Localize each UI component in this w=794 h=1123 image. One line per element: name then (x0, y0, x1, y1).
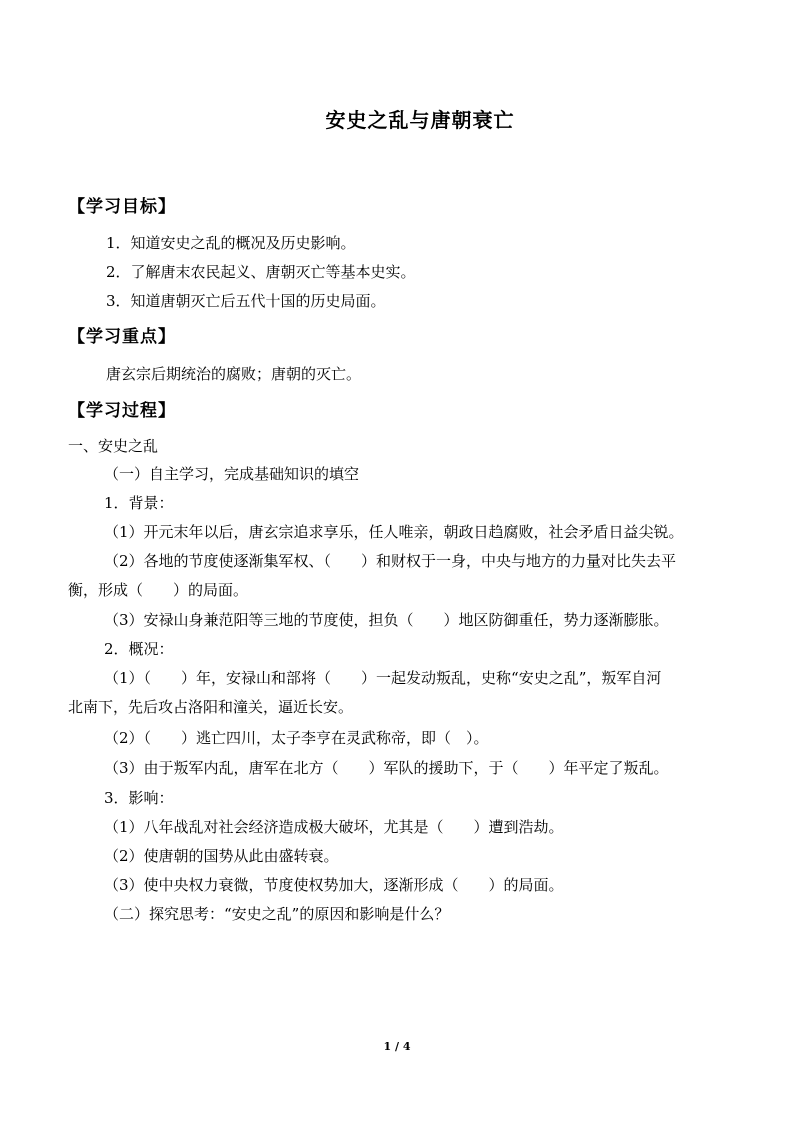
background-line-2: （2）各地的节度使逐渐集军权、（ ）和财权于一身，中央与地方的力量对比失去平 (104, 552, 677, 570)
impact-line-1: （1）八年战乱对社会经济造成极大破坏，尤其是（ ）遭到浩劫。 (104, 818, 564, 836)
background-line-1: （1）开元末年以后，唐玄宗追求享乐，任人唯亲，朝政日趋腐败，社会矛盾日益尖锐。 (104, 523, 684, 541)
page-number: 1 / 4 (383, 1040, 411, 1053)
impact-line-3: （3）使中央权力衰微，节度使权势加大，逐渐形成（ ）的局面。 (104, 876, 564, 894)
goal-item-3: 3．知道唐朝灭亡后五代十国的历史局面。 (106, 292, 386, 310)
background-line-4: （3）安禄山身兼范阳等三地的节度使，担负（ ）地区防御重任，势力逐渐膨胀。 (104, 611, 669, 629)
overview-line-1: （1）（ ）年，安禄山和部将（ ）一起发动叛乱，史称“安史之乱”，叛军自河 (104, 669, 662, 687)
goal-item-2: 2．了解唐末农民起义、唐朝灭亡等基本史实。 (106, 263, 416, 281)
section-heading-process: 【学习过程】 (68, 401, 176, 421)
sub2-heading: （二）探究思考：“安史之乱”的原因和影响是什么？ (104, 905, 450, 923)
sub1-heading: （一）自主学习，完成基础知识的填空 (104, 465, 360, 483)
background-heading: 1．背景： (104, 494, 174, 512)
key-points-text: 唐玄宗后期统治的腐败；唐朝的灭亡。 (106, 365, 362, 383)
overview-line-3: （2）（ ）逃亡四川，太子李亨在灵武称帝，即（ ）。 (104, 729, 489, 747)
section-heading-key-points: 【学习重点】 (68, 327, 176, 347)
impact-line-2: （2）使唐朝的国势从此由盛转衰。 (104, 847, 339, 865)
overview-line-2: 北南下，先后攻占洛阳和潼关，逼近长安。 (68, 698, 354, 716)
background-line-3: 衡，形成（ ）的局面。 (68, 581, 249, 599)
overview-line-4: （3）由于叛军内乱，唐军在北方（ ）军队的援助下，于（ ）年平定了叛乱。 (104, 759, 669, 777)
overview-heading: 2．概况： (104, 640, 174, 658)
part1-heading: 一、安史之乱 (68, 437, 159, 455)
section-heading-goals: 【学习目标】 (68, 197, 176, 217)
document-title: 安史之乱与唐朝衰亡 (325, 108, 515, 132)
impact-heading: 3．影响： (104, 789, 174, 807)
goal-item-1: 1．知道安史之乱的概况及历史影响。 (106, 234, 356, 252)
